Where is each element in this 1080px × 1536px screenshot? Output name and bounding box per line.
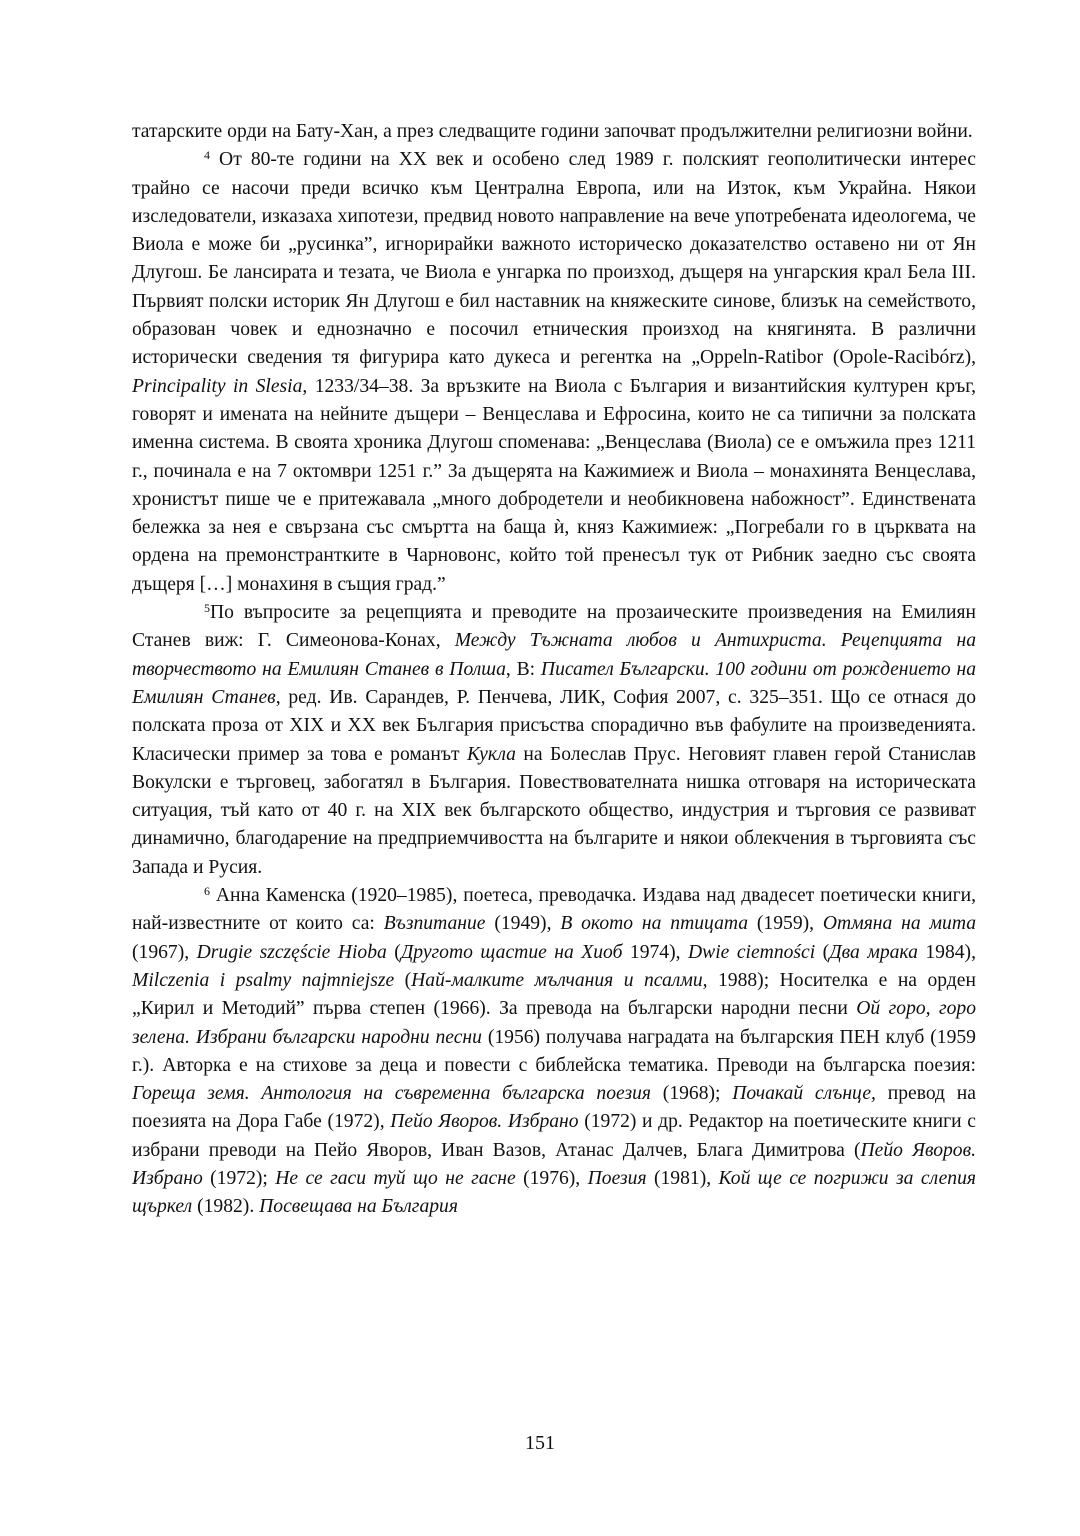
footnote-5-title-book: Писател Български. 100 години от рождението на Емилиян Станев	[132, 658, 976, 708]
footnote-6-text: (1981),	[646, 1167, 719, 1189]
footnote-6-text: (	[386, 941, 401, 963]
footnote-6-title: Най-малките мълчания и псалми	[411, 969, 703, 991]
footnote-6-text: 1984),	[917, 941, 976, 963]
footnote-5-number: 5	[204, 601, 210, 616]
footnote-6-text: (	[815, 941, 830, 963]
footnote-6-title: Другото щастие на Хиоб	[400, 941, 623, 963]
footnote-6-text: (1976),	[515, 1167, 588, 1189]
footnote-5-text: , В:	[505, 658, 541, 680]
footnote-6-title: Поезия	[587, 1167, 647, 1189]
footnote-6-title: Milczenia i psalmy najmniejsze	[132, 969, 395, 991]
footnote-5	[132, 599, 976, 882]
footnote-6-text: (1967),	[132, 941, 197, 963]
footnote-6-title: Пейо Яворов. Избрано	[132, 1139, 976, 1189]
footnote-6-title: Drugie szczęście Hioba	[196, 941, 387, 963]
footnote-4-text: От 80-те години на XX век и особено след 1989 г. полският геополитически интерес трайно се насочи преди всичко към Централна Европа, или на Изток, към Украйна. Някои изследователи, изказаха хипотези, предвид новото направление на вече употребената идеологема, че Виола е може би „русинка”, игнорирайки важното историческо доказателство оставено ни от Ян Длугош. Бе лансирата и тезата, че Виола е унгарка по произход, дъщеря на унгарския крал Бела III. Първият полски историк Ян Длугош е бил наставник на княжеските синове, близък на семейството, образован човек и еднозначно е посочил етническия произход на княгинята. В различни исторически сведения тя фигурира като дукеса и регентка на „Oppeln-Ratibor (Opole-Racibórz),	[132, 149, 976, 369]
footnote-4-text-2: , 1233/34–38. За връзките на Виола с България и византийския културен кръг, говорят и имената на нейните дъщери – Венцеслава и Ефросина, които не са типични за полската именна система. В своята хроника Длугош споменава: „Венцеслава (Виола) се е омъжила през 1211 г., починала е на 7 октомври 1251 г.” За дъщерята на Кажимиеж и Виола – монахинята Венцеслава, хронистът пише че е притежавала „много добродетели и необикновена набожност”. Единствената бележка за нея е свързана със смъртта на баща ѝ, княз Кажимиеж: „Погребали го в църквата на ордена на премонстрантките в Чарновонс, който той пренесъл тук от Рибник заедно със своята дъщеря […] монахиня в същия град.”	[132, 375, 977, 595]
footnote-6-text: превод на поезията на Дора Габе (1972),	[132, 1083, 976, 1133]
footnote-4-number: 4	[204, 148, 210, 163]
footnote-5-title-novel: Кукла	[466, 743, 516, 765]
footnote-5-text: , ред. Ив. Сарандев, Р. Пенчева, ЛИК, София 2007, с. 325–351. Що се отнася до полската проза от XIX и XX век България присъства спорадично във фабулите на произведенията. Класически пример за това е романът	[132, 686, 976, 765]
footnote-6-text: 1974),	[622, 941, 688, 963]
footnote-6-text: (1972) и др. Редактор на поетическите книги с избрани преводи на Пейо Яворов, Иван Вазов, Атанас Далчев, Блага Димитрова (	[132, 1111, 976, 1161]
footnote-6-text: (1959),	[748, 913, 823, 935]
footnote-6	[132, 882, 976, 1222]
footnote-6-text: (1972);	[202, 1167, 276, 1189]
footnote-6-title: Отмяна на мита	[822, 913, 977, 935]
footnote-6-title: Два мрака	[829, 941, 918, 963]
footnote-6-text: (1982).	[192, 1196, 260, 1218]
footnote-6-text: (1949),	[485, 913, 561, 935]
footnote-5-text: По въпросите за рецепцията и преводите на прозаическите произведения на Емилиян Станев виж: Г. Симеонова-Конах,	[132, 602, 976, 652]
footnote-5-title-article: Между Тъжната любов и Антихриста. Рецепцията на творчеството на Емилиян Станев в Полша	[132, 630, 976, 680]
footnote-6-title: Dwie ciemności	[688, 941, 816, 963]
continuation-paragraph: татарските орди на Бату-Хан, а през следващите години започват продължителни религиозни войни.	[132, 121, 973, 142]
footnote-6-text: (	[394, 969, 412, 991]
footnote-6-title: Не се гаси туй що не гасне	[275, 1167, 516, 1189]
page-body	[132, 118, 976, 1222]
footnote-5-text: на Болеслав Прус. Неговият главен герой Станислав Вокулски е търговец, забогатял в България. Повествователната нишка отговаря на историческата ситуация, тъй като от 40 г. на XIX век българското общество, индустрия и търговия се развиват динамично, благодарение на предприемчивостта на българите и някои облекчения в търговията със Запада и Русия.	[132, 743, 976, 878]
footnote-6-title: Почакай слънце,	[732, 1083, 876, 1105]
footnote-6-title: В окото на птицата	[560, 913, 749, 935]
footnote-6-title: Посвещава на България	[259, 1196, 458, 1218]
footnote-6-title: Ой горо, горо зелена. Избрани български народни песни	[132, 998, 976, 1048]
footnote-6-title: Възпитание	[383, 913, 486, 935]
footnote-6-text: (1968);	[651, 1083, 733, 1105]
page-number: 151	[525, 1432, 555, 1454]
footnote-6-title: Кой ще се погрижи за слепия щъркел	[132, 1167, 976, 1218]
footnote-6-title: Гореща земя. Антология на съвременна българска поезия	[132, 1083, 652, 1105]
footnote-6-text: Анна Каменска (1920–1985), поетеса, преводачка. Издава над двадесет поетически книги, най-известните от които са:	[132, 885, 976, 935]
footnote-6-text: (1956) получава наградата на българския ПЕН клуб (1959 г.). Авторка е на стихове за деца и повести с библейска тематика. Преводи на българска поезия:	[132, 1026, 976, 1076]
footnote-6-number: 6	[204, 884, 210, 899]
footnote-6-text: , 1988); Носителка е на орден „Кирил и Методий” първа степен (1966). За превода на български народни песни	[132, 969, 976, 1020]
footnote-4	[132, 146, 976, 599]
footnote-6-title: Пейо Яворов. Избрано	[390, 1111, 579, 1133]
footnote-4-italic: Principality in Slesia	[132, 375, 303, 397]
